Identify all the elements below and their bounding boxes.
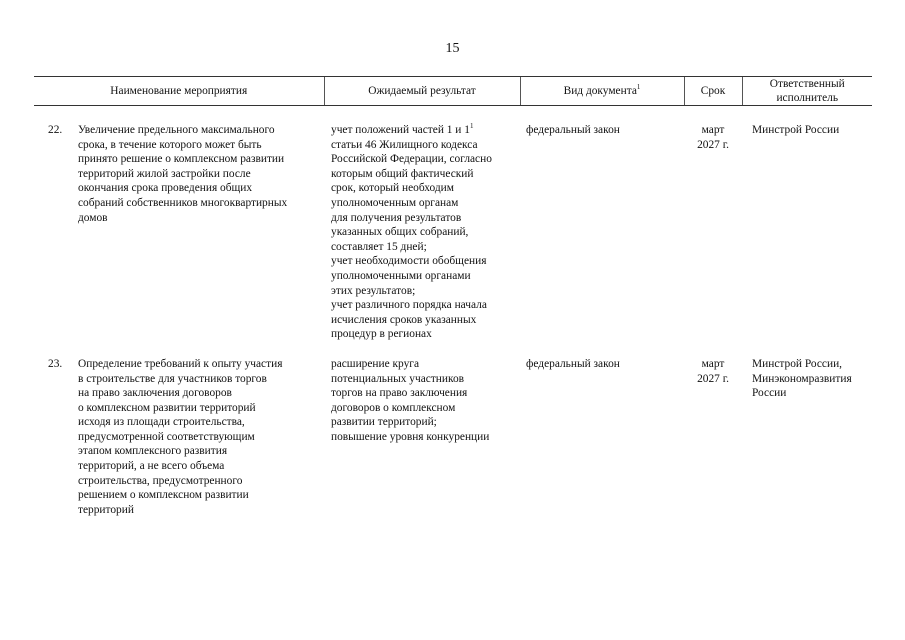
header-name: Наименование мероприятия [34,77,324,106]
document-type: федеральный закон [526,357,620,370]
table-header-row [34,77,872,106]
deadline: март 2027 г. [697,357,729,385]
row-number: 22. [48,124,63,136]
measure-name: Увеличение предельного максимального срока, в течение которого может быть принято решение о комплексном развитии территорий жилой застройки после окончания срока проведения общих собраний собственников многоквартирных домов [78,124,288,224]
table-row [34,357,872,518]
page-number: 15 [445,41,460,56]
document-type: федеральный закон [526,124,620,136]
header-term: Срок [684,77,742,106]
header-doc [520,77,684,106]
header-doc-label: Вид документа [563,84,637,97]
expected-result [324,123,520,342]
expected-result: расширение круга потенциальных участников торгов на право заключения договоров о комплексном развитии территорий; повышение уровня конкуренции [331,357,490,443]
header-doc-footnote: 1 [636,82,641,91]
header-responsible: Ответственный исполнитель [742,77,872,106]
deadline: март 2027 г. [697,124,729,151]
responsible: Минстрой России [752,124,840,136]
expected-result-text: статьи 46 Жилищного кодекса Российской Федерации, согласно которым общий фактический срок, который необходим уполномоченным органам для получения результатов указанных общих собраний, составляет 15 дней; учет необходимости обобщения уполномоченными органами этих результатов; учет различного порядка начала исчисления сроков указанных процедур в регионах [331,138,492,341]
header-result: Ожидаемый результат [324,77,520,106]
responsible: Минстрой России, Минэкономразвития России [752,357,852,400]
expected-result-prefix: учет положений частей 1 и 1 [331,124,470,136]
measures-table [34,76,872,517]
table-row [34,123,872,342]
measure-name: Определение требований к опыту участия в строительстве для участников торгов на право заключения договоров о комплексном развитии территорий исходя из площади строительства, предусмотренной соответствующим этапом комплексного развития территорий, а не всего объема строительства, предусмотренного решением о комплексном развитии территорий [78,357,283,516]
expected-result-sup: 1 [469,122,474,131]
row-number: 23. [48,357,63,370]
